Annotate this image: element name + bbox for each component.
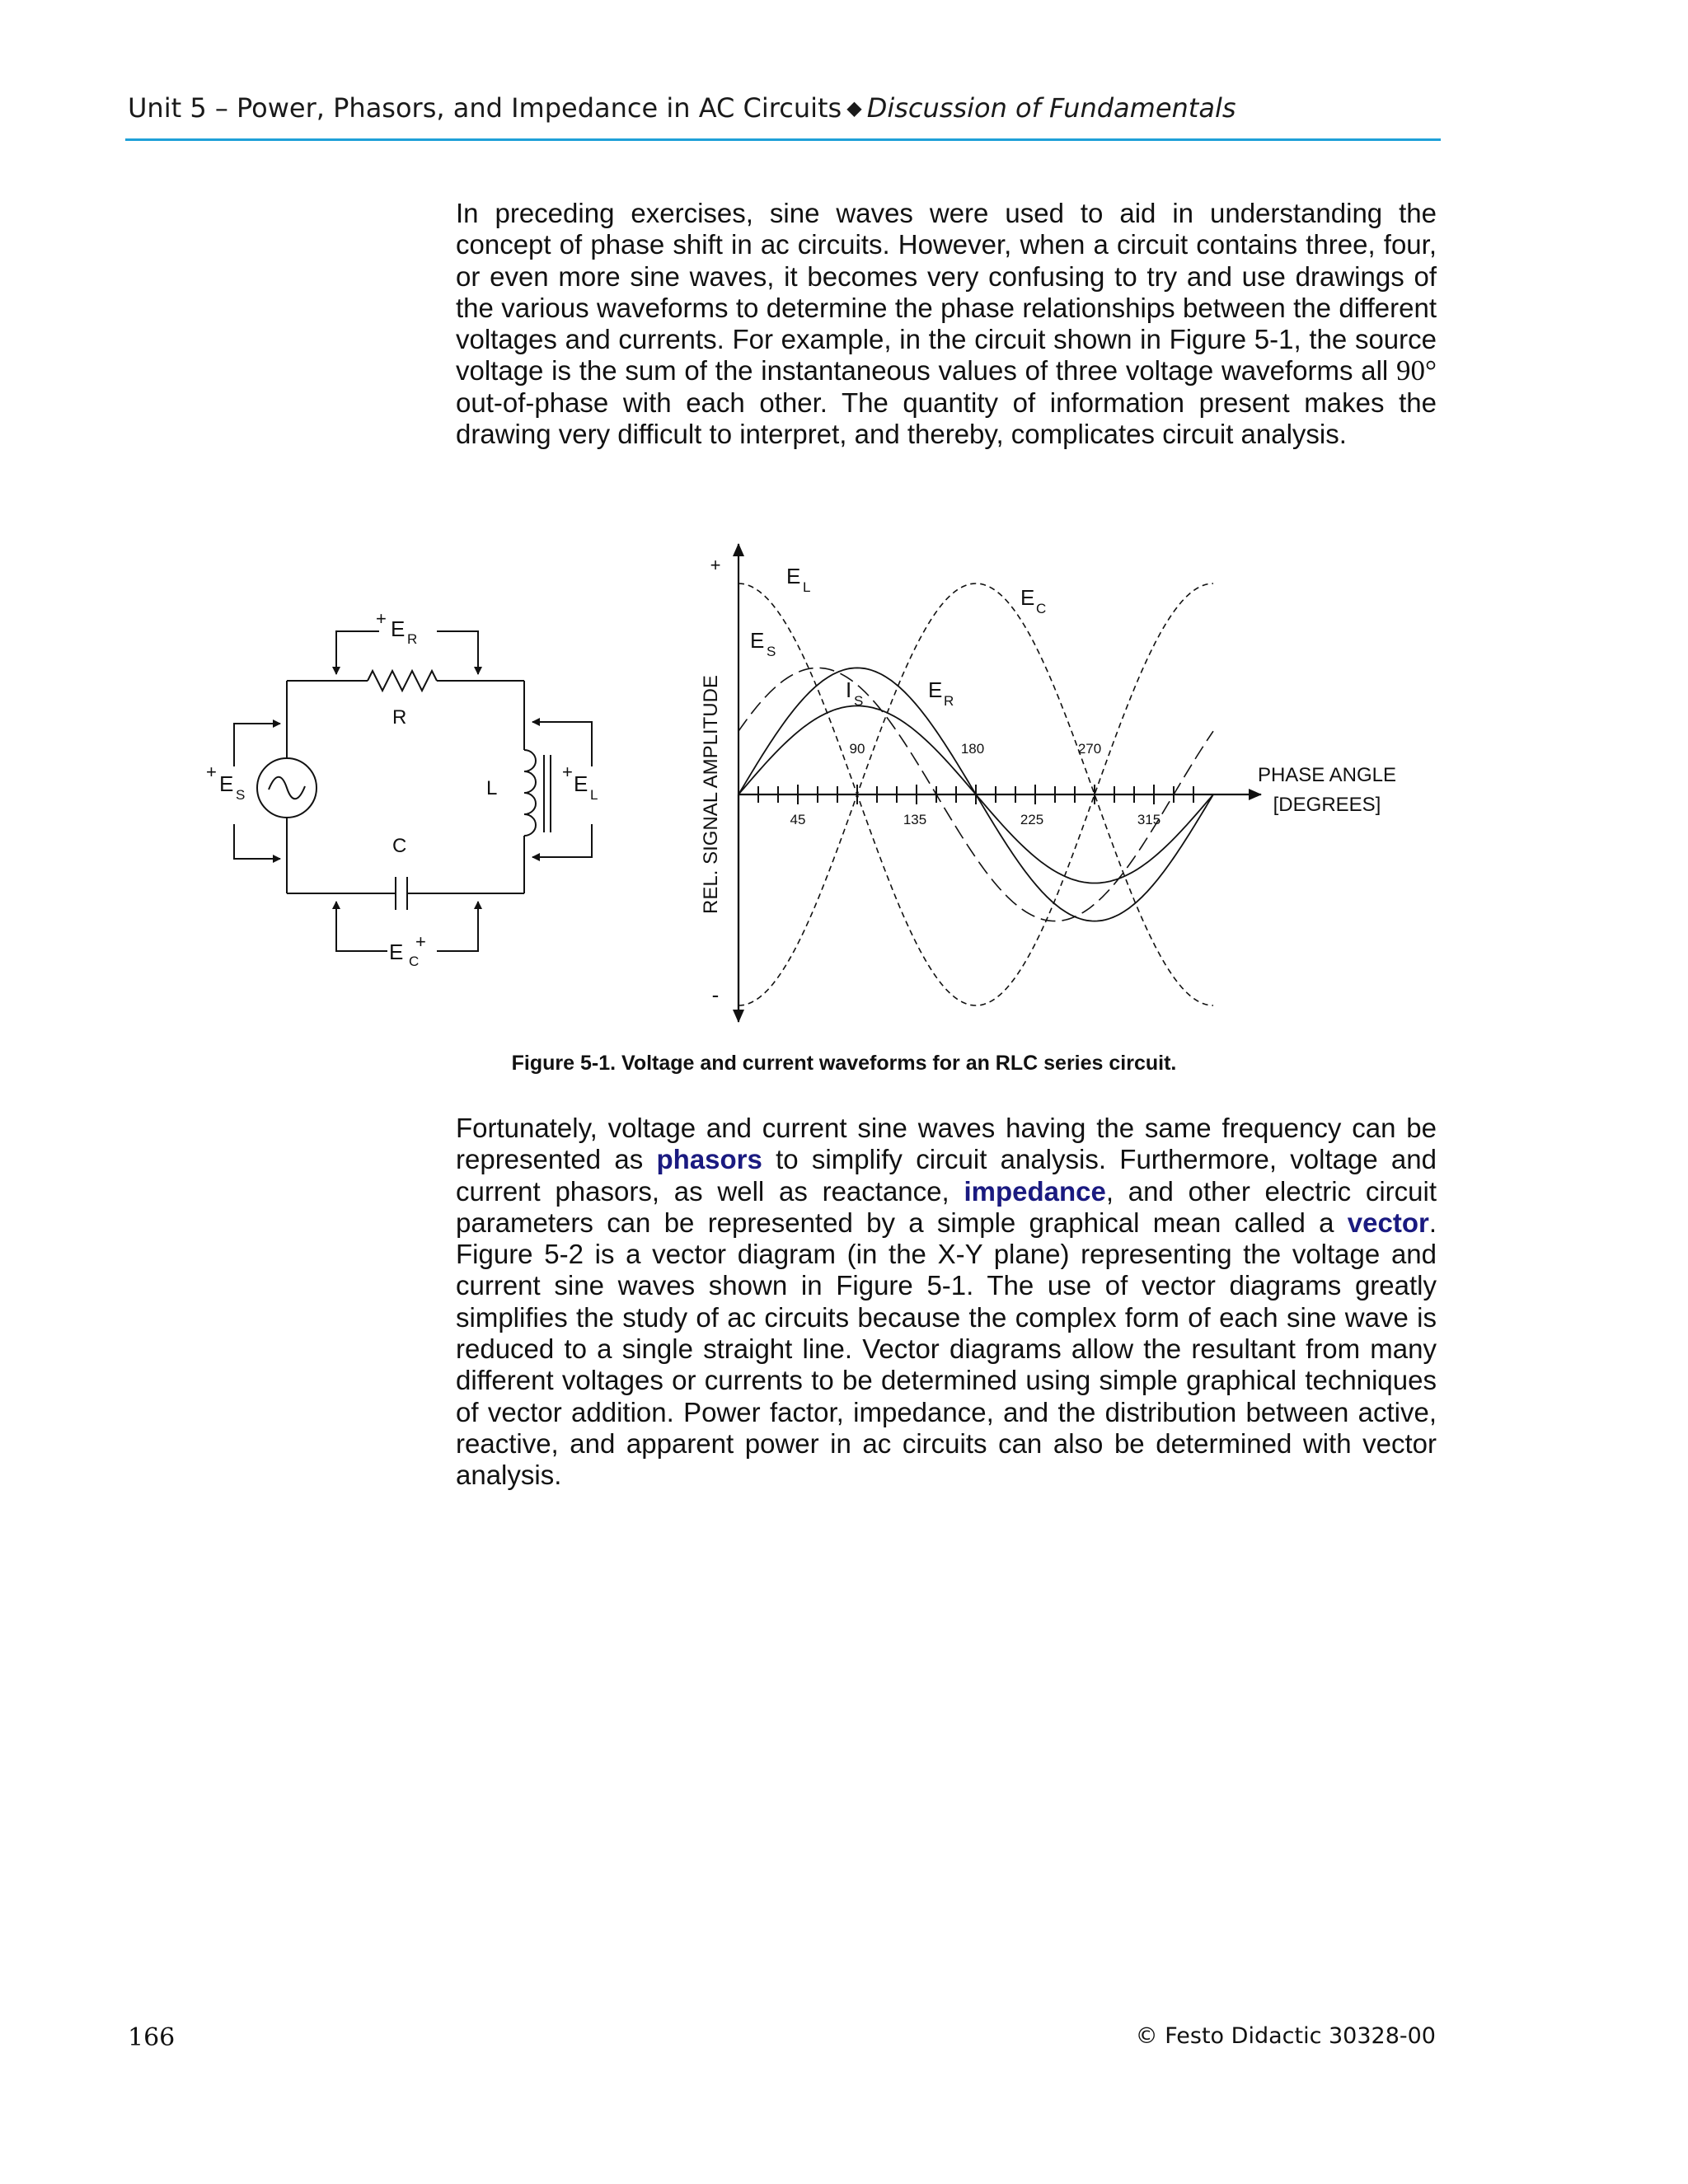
label-el-letter: E — [786, 564, 801, 588]
el-arrow-top — [532, 722, 592, 766]
sine-symbol-icon — [269, 777, 305, 799]
c-label: C — [392, 835, 407, 857]
tick-label-45: 45 — [790, 812, 806, 827]
y-axis-title: REL. SIGNAL AMPLITUDE — [700, 675, 722, 914]
term-vector: vector — [1347, 1207, 1429, 1238]
label-el-sub: L — [803, 579, 811, 595]
el-plus: + — [562, 762, 573, 782]
resistor-r — [368, 671, 437, 691]
er-arrow-right — [437, 631, 478, 674]
y-top-label: + — [710, 555, 721, 575]
inductor-l — [524, 750, 536, 836]
waveform-chart — [700, 544, 1396, 1022]
er-letter: E — [391, 616, 406, 641]
es-arrow-top — [234, 724, 280, 766]
label-es-letter: E — [750, 628, 765, 653]
rlc-circuit — [234, 631, 592, 951]
tick-label-270: 270 — [1077, 741, 1102, 757]
l-label: L — [486, 777, 498, 799]
el-sub: L — [590, 787, 598, 803]
term-impedance: impedance — [964, 1175, 1106, 1207]
circuit-labels — [206, 608, 598, 969]
ec-arrow-right — [437, 902, 478, 951]
el-arrow-bottom — [532, 824, 592, 857]
label-is-sub: S — [854, 693, 864, 709]
unit-title: Unit 5 – Power, Phasors, and Impedance in AC Circuits — [128, 92, 842, 124]
tick-label-180: 180 — [960, 741, 985, 757]
figure-caption: Figure 5-1. Voltage and current waveforms for an RLC series circuit. — [511, 1052, 1177, 1075]
label-is-letter: I — [846, 677, 852, 702]
tick-label-135: 135 — [903, 812, 927, 827]
paragraph-intro-text-1: In preceding exercises, sine waves were used to aid in understanding the concept of phase shift in ac circuits. However, when a circuit contains three, four, or even more sine waves, it becomes very confusing to try and use drawings of the various waveforms to determine the phase relationships between the different voltages and currents. For example, in the circuit shown in Figure 5-1, the source voltage is the sum of the instantaneous values of three voltage waveforms all — [456, 198, 1437, 387]
er-arrow-left — [336, 631, 379, 674]
r-label: R — [392, 706, 407, 729]
es-sub: S — [236, 787, 246, 803]
label-ec-sub: C — [1036, 601, 1047, 616]
y-bottom-label: - — [711, 982, 720, 1007]
es-arrow-bottom — [234, 824, 280, 859]
er-plus: + — [376, 608, 387, 629]
label-ec-letter: E — [1020, 585, 1035, 610]
copyright: © Festo Didactic 30328-00 — [1135, 2023, 1436, 2049]
paragraph-vectors — [456, 1113, 1437, 1492]
ec-letter: E — [389, 940, 404, 964]
paragraph-vectors-text-4: . Figure 5-2 is a vector diagram (in the X-Y plane) representing the voltage and current sine waves shown in Figure 5-1. The use of vector diagrams greatly simplifies the study of ac circuits because the complex form of each sine wave is reduced to a single straight line. Vector diagrams allow the resultant from many different voltages or currents to be determined using simple graphical techniques of vector addition. Power factor, impedance, and the distribution between active, reactive, and apparent power in ac circuits can also be determined with vector analysis. — [456, 1207, 1437, 1491]
er-sub: R — [407, 631, 418, 647]
label-er-letter: E — [928, 677, 943, 702]
paragraph-intro-text-2: out-of-phase with each other. The quantity of information present makes the drawing very difficult to interpret, and thereby, complicates circuit analysis. — [456, 387, 1437, 450]
page-number: 166 — [128, 2023, 176, 2052]
label-er-sub: R — [944, 693, 954, 709]
es-plus: + — [206, 762, 217, 782]
term-phasors: phasors — [656, 1144, 762, 1175]
tick-label-225: 225 — [1020, 812, 1044, 827]
ec-arrow-left — [336, 902, 387, 951]
el-letter: E — [574, 771, 588, 796]
diamond-icon: ◆ — [846, 96, 862, 120]
label-es-sub: S — [767, 644, 776, 659]
paragraph-vectors-text-2: to simplify circuit analysis. Furthermore, voltage and current phasors, as well as reactance, — [456, 1144, 1437, 1207]
section-title: Discussion of Fundamentals — [866, 92, 1236, 124]
paragraph-vectors-text-3: , and other electric circuit parameters can be represented by a simple graphical mean called a — [456, 1175, 1437, 1238]
tick-label-90: 90 — [849, 741, 865, 757]
ec-sub: C — [409, 954, 420, 969]
ec-plus: + — [415, 931, 426, 952]
es-letter: E — [219, 771, 234, 796]
tick-label-315: 315 — [1137, 812, 1161, 827]
x-axis-title-1: PHASE ANGLE — [1257, 764, 1397, 786]
degree-value: 90° — [1396, 354, 1437, 387]
paragraph-vectors-text-1: Fortunately, voltage and current sine waves having the same frequency can be represented as — [456, 1113, 1437, 1175]
x-axis-title-2: [DEGREES] — [1273, 794, 1381, 816]
